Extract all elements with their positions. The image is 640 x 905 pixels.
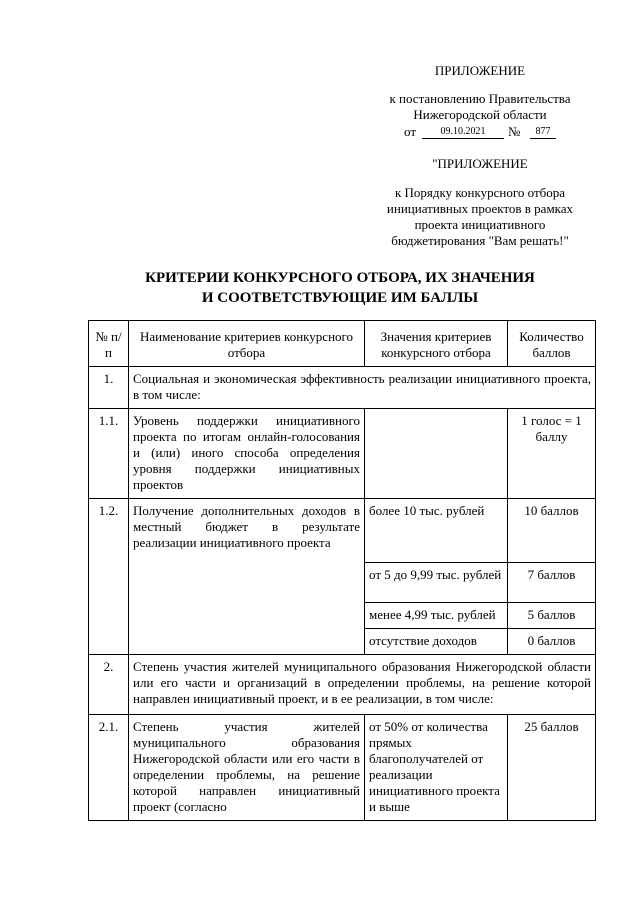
row-value: менее 4,99 тыс. рублей: [365, 603, 508, 629]
header-criteria: Наименование критериев конкурсного отбора: [129, 321, 365, 367]
resolution-line-2: Нижегородской области: [413, 107, 547, 122]
procedure-line-3: проекта инициативного: [414, 217, 546, 232]
row-num: 1.: [89, 367, 129, 409]
table-row: [89, 715, 596, 821]
date-prefix: от: [404, 124, 417, 139]
row-value: более 10 тыс. рублей: [365, 499, 508, 563]
row-num: 1.1.: [89, 409, 129, 499]
row-criteria-text: Степень участия жителей муниципального образования Нижегородской области или его части в определении проблемы, на решение которой направлен инициативный проект (согласно: [129, 715, 365, 821]
row-num: 2.1.: [89, 715, 129, 821]
row-points: 7 баллов: [508, 563, 596, 603]
resolution-date: 09.10.2021: [422, 126, 504, 139]
row-points: 1 голос = 1 баллу: [508, 409, 596, 499]
table-row: [89, 499, 596, 563]
document-title-line-1: КРИТЕРИИ КОНКУРСНОГО ОТБОРА, ИХ ЗНАЧЕНИЯ: [145, 270, 535, 286]
resolution-line-1: к постановлению Правительства: [389, 91, 571, 106]
procedure-line-1: к Порядку конкурсного отбора: [394, 185, 566, 200]
row-points: 0 баллов: [508, 629, 596, 655]
row-points: 25 баллов: [508, 715, 596, 821]
row-value: отсутствие доходов: [365, 629, 508, 655]
header-num: № п/п: [89, 321, 129, 367]
appendix2-label: "ПРИЛОЖЕНИЕ: [432, 156, 528, 171]
table-row: [89, 409, 596, 499]
row-criteria-text: Социальная и экономическая эффективность реализации инициативного проекта, в том числе:: [129, 367, 596, 409]
document-title-line-2: И СООТВЕТСТВУЮЩИЕ ИМ БАЛЛЫ: [201, 290, 479, 306]
procedure-line-4: бюджетирования "Вам решать!": [391, 233, 569, 248]
number-sign: №: [508, 124, 521, 139]
header-values: Значения критериев конкурсного отбора: [365, 321, 508, 367]
criteria-table: [88, 320, 596, 821]
table-row: [89, 367, 596, 409]
row-value: от 50% от количества прямых благополучателей от реализации инициативного проекта и выше: [365, 715, 508, 821]
appendix-label: ПРИЛОЖЕНИЕ: [434, 63, 526, 78]
header-points: Количество баллов: [508, 321, 596, 367]
row-value: [365, 409, 508, 499]
table-header-row: [89, 321, 596, 367]
row-num: 1.2.: [89, 499, 129, 655]
row-points: 5 баллов: [508, 603, 596, 629]
row-criteria-text: Степень участия жителей муниципального образования Нижегородской области или его части и организаций в определении проблемы, на решение которой направлен инициативный проект, и в ее реализации, в том числе:: [129, 655, 596, 715]
row-criteria-text: Получение дополнительных доходов в местный бюджет в результате реализации инициативного проекта: [129, 499, 365, 655]
row-value: от 5 до 9,99 тыс. рублей: [365, 563, 508, 603]
row-points: 10 баллов: [508, 499, 596, 563]
resolution-number: 877: [530, 126, 556, 139]
row-criteria-text: Уровень поддержки инициативного проекта по итогам онлайн-голосования и (или) иного способа определения уровня поддержки инициативных проектов: [129, 409, 365, 499]
row-num: 2.: [89, 655, 129, 715]
table-row: [89, 655, 596, 715]
procedure-line-2: инициативных проектов в рамках: [386, 201, 574, 216]
